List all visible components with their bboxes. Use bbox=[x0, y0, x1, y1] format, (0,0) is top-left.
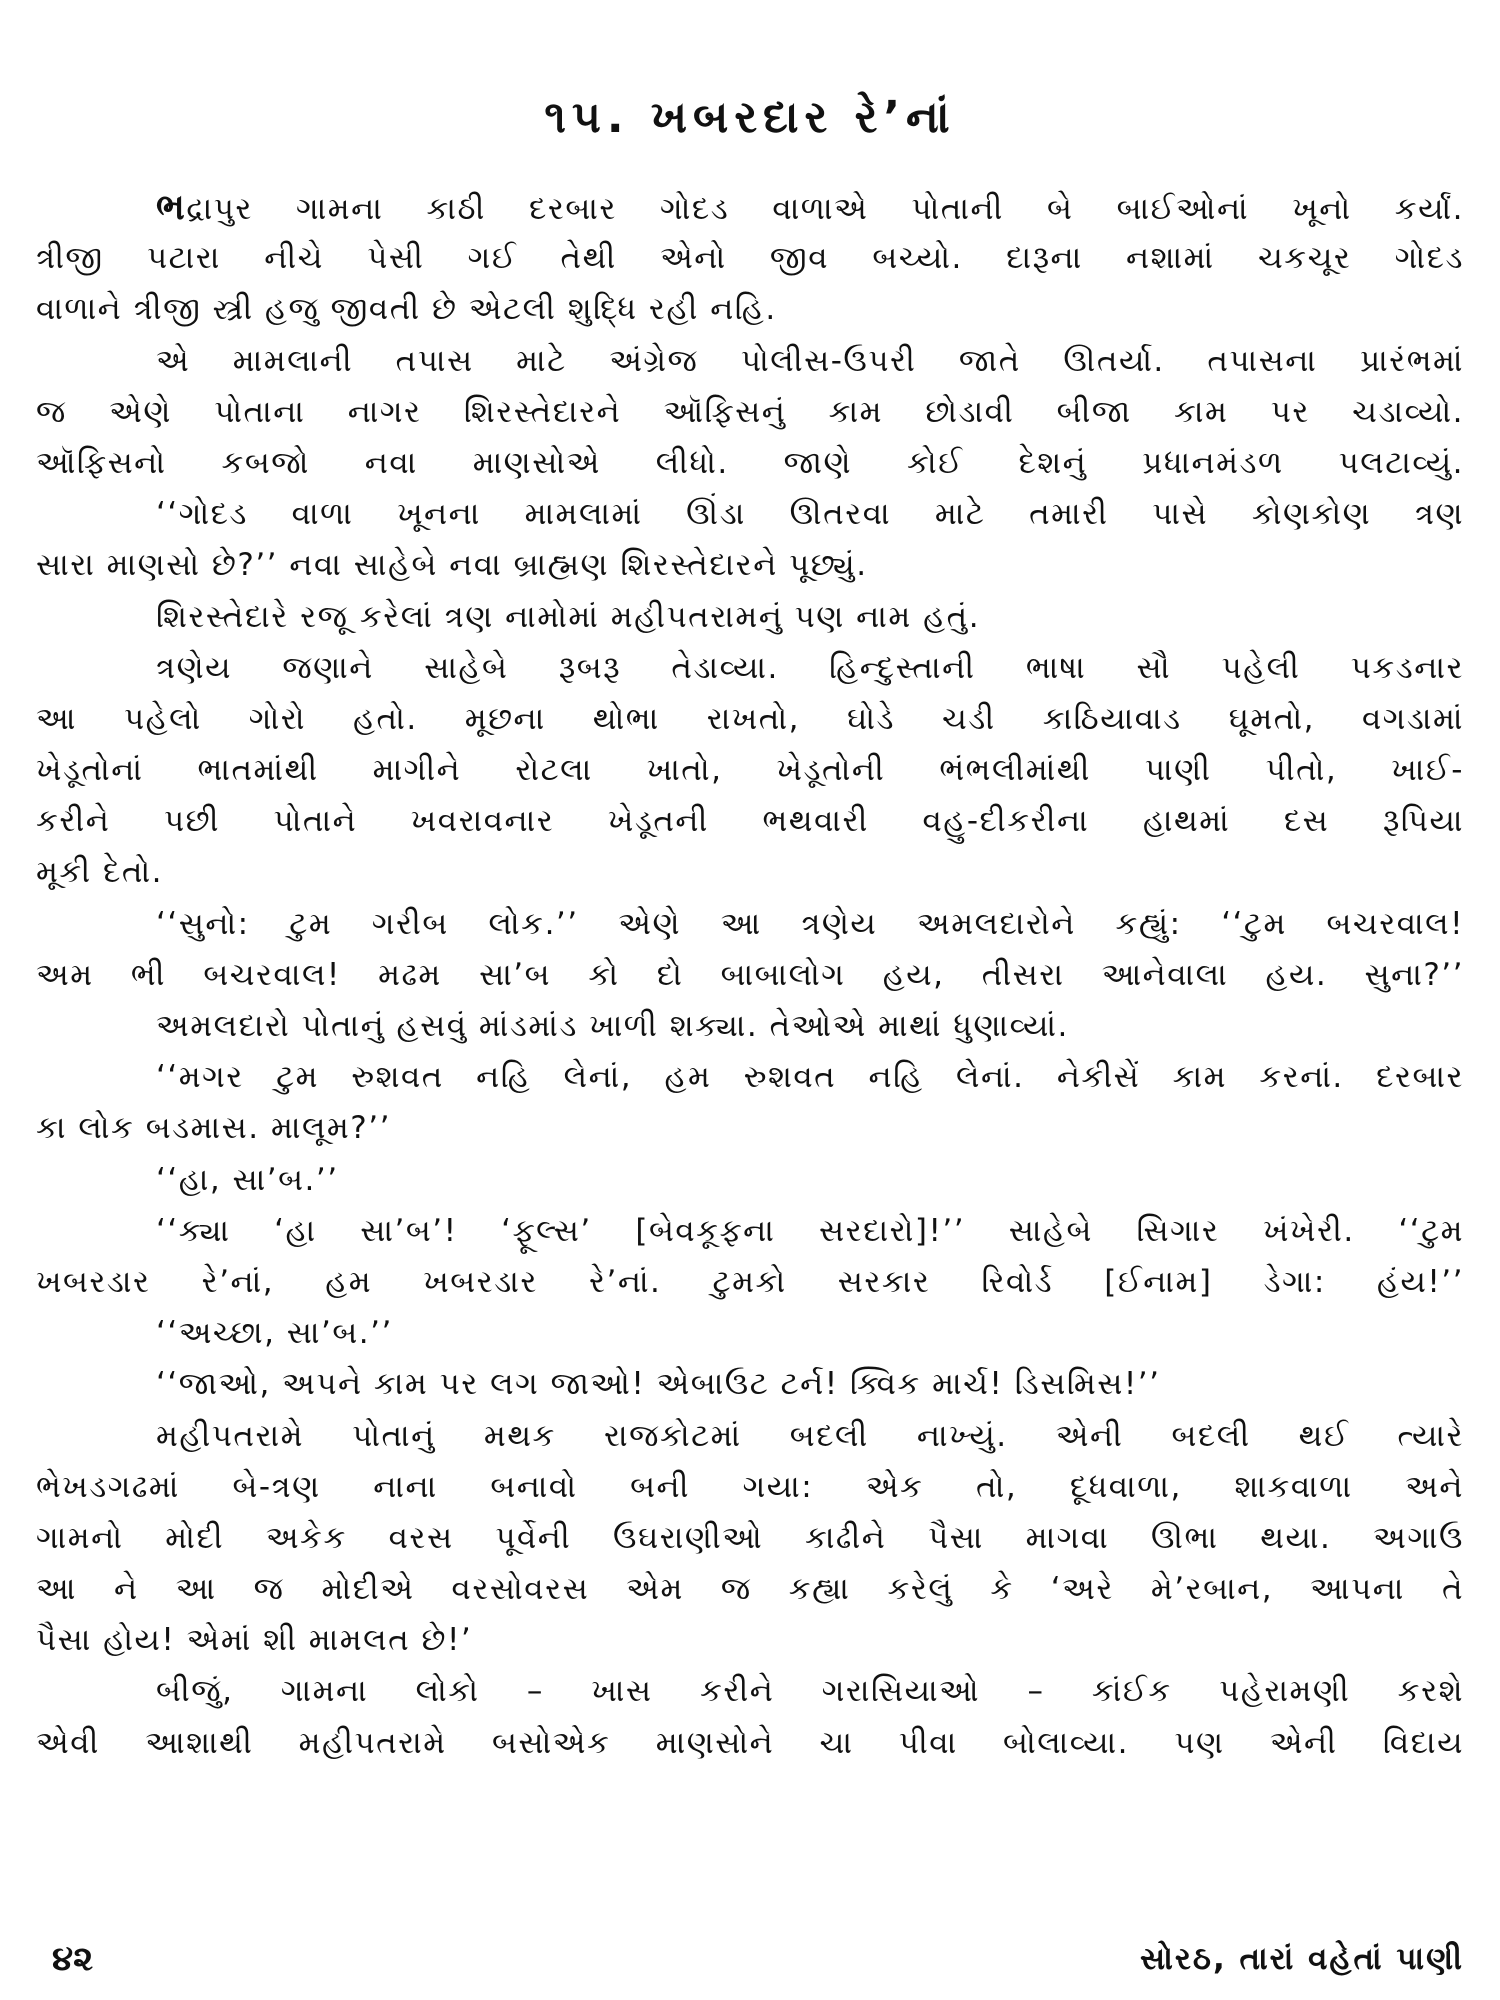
text-line: ખેડૂતોનાં ભાતમાંથી માગીને રોટલા ખાતો, ખેડૂતોની ભંભલીમાંથી પાણી પીતો, ખાઈ- bbox=[36, 752, 1464, 789]
text-line: ઑફિસનો કબજો નવા માણસોએ લીધો. જાણે કોઈ દેશનું પ્રધાનમંડળ પલટાવ્યું. bbox=[36, 444, 1464, 481]
text-line: ભેખડગઢમાં બે-ત્રણ નાના બનાવો બની ગયા: એક તો, દૂધવાળા, શાકવાળા અને bbox=[36, 1468, 1464, 1505]
text-line: કા લોક બડમાસ. માલૂમ?’’ bbox=[36, 1110, 391, 1147]
text-line: ત્રણેય જણાને સાહેબે રૂબરૂ તેડાવ્યા. હિન્દુસ્તાની ભાષા સૌ પહેલી પકડનાર bbox=[156, 649, 1464, 686]
text-line: મહીપતરામે પોતાનું મથક રાજકોટમાં બદલી નાખ્યું. એની બદલી થઈ ત્યારે bbox=[156, 1417, 1464, 1454]
text-line: અમ ભી બચરવાલ! મઢમ સા’બ કો દો બાબાલોગ હય, તીસરા આનેવાલા હય. સુના?’’ bbox=[36, 956, 1464, 993]
text-line: આ પહેલો ગોરો હતો. મૂછના થોભા રાખતો, ઘોડે ચડી કાઠિયાવાડ ઘૂમતો, વગડામાં bbox=[36, 700, 1464, 737]
text-line: ‘‘અચ્છા, સા’બ.’’ bbox=[156, 1315, 393, 1352]
text-line: ‘‘જાઓ, અપને કામ પર લગ જાઓ! એબાઉટ ટર્ન! ક્વિક માર્ચ! ડિસમિસ!’’ bbox=[156, 1366, 1161, 1403]
drop-initial: ભ bbox=[156, 187, 187, 228]
text-line: સારા માણસો છે?’’ નવા સાહેબે નવા બ્રાહ્મણ શિરસ્તેદારને પૂછ્યું. bbox=[36, 547, 868, 584]
chapter-body bbox=[36, 182, 1464, 1769]
text-line: પૈસા હોય! એમાં શી મામલત છે!’ bbox=[36, 1622, 473, 1659]
chapter-title: ૧૫. ખબરદાર રે’નાં bbox=[544, 92, 956, 143]
text-line: ‘‘સુનો: ટુમ ગરીબ લોક.’’ એણે આ ત્રણેય અમલદારોને કહ્યું: ‘‘ટુમ બચરવાલ! bbox=[156, 905, 1464, 942]
text-line: વાળાને ત્રીજી સ્ત્રી હજુ જીવતી છે એટલી શુદ્ધિ રહી નહિ. bbox=[36, 291, 777, 328]
text-line: ‘‘ગોદડ વાળા ખૂનના મામલામાં ઊંડા ઊતરવા માટે તમારી પાસે કોણકોણ ત્રણ bbox=[156, 496, 1464, 533]
text-line: ગામનો મોદી અકેક વરસ પૂર્વેની ઉઘરાણીઓ કાઢીને પૈસા માગવા ઊભા થયા. અગાઉ bbox=[36, 1519, 1464, 1556]
text-line: કરીને પછી પોતાને ખવરાવનાર ખેડૂતની ભથવારી વહુ-દીકરીના હાથમાં દસ રૂપિયા bbox=[36, 803, 1464, 840]
text-line: ‘‘હા, સા’બ.’’ bbox=[156, 1161, 339, 1198]
text-line: એવી આશાથી મહીપતરામે બસોએક માણસોને ચા પીવા બોલાવ્યા. પણ એની વિદાય bbox=[36, 1724, 1464, 1761]
text-line: જ એણે પોતાના નાગર શિરસ્તેદારને ઑફિસનું કામ છોડાવી બીજા કામ પર ચડાવ્યો. bbox=[36, 393, 1464, 430]
text-line: એ મામલાની તપાસ માટે અંગ્રેજ પોલીસ-ઉપરી જાતે ઊતર્યા. તપાસના પ્રારંભમાં bbox=[156, 342, 1464, 379]
text-line: ‘‘મગર ટુમ રુશવત નહિ લેનાં, હમ રુશવત નહિ લેનાં. નેકીસેં કામ કરનાં. દરબાર bbox=[156, 1059, 1464, 1096]
running-footer-book-title: સોરઠ, તારાં વહેતાં પાણી bbox=[1140, 1941, 1464, 1977]
text-line bbox=[36, 182, 1464, 233]
text-line: શિરસ્તેદારે રજૂ કરેલાં ત્રણ નામોમાં મહીપતરામનું પણ નામ હતું. bbox=[156, 598, 981, 635]
text-line: ખબરડાર રે’નાં, હમ ખબરડાર રે’નાં. ટુમકો સરકાર રિવોર્ડ [ઈનામ] ડેગા: હંય!’’ bbox=[36, 1263, 1464, 1300]
text-line: ત્રીજી પટારા નીચે પેસી ગઈ તેથી એનો જીવ બચ્યો. દારૂના નશામાં ચકચૂર ગોદડ bbox=[36, 240, 1464, 277]
text-line: બીજું, ગામના લોકો – ખાસ કરીને ગરાસિયાઓ – કાંઈક પહેરામણી કરશે bbox=[156, 1673, 1464, 1710]
text-line: અમલદારો પોતાનું હસવું માંડમાંડ ખાળી શક્યા. તેઓએ માથાં ધુણાવ્યાં. bbox=[156, 1008, 1069, 1044]
text-line: મૂકી દેતો. bbox=[36, 854, 163, 891]
text-line-content: દ્રાપુર ગામના કાઠી દરબાર ગોદડ વાળાએ પોતાની બે બાઈઓનાં ખૂનો કર્યાં. bbox=[186, 191, 1464, 227]
page-number: ૪૨ bbox=[52, 1939, 94, 1979]
text-line: ‘‘ક્યા ‘હા સા’બ’! ‘ફૂલ્સ’ [બેવકૂફના સરદારો]!’’ સાહેબે સિગાર ખંખેરી. ‘‘ટુમ bbox=[156, 1212, 1464, 1249]
text-line: આ ને આ જ મોદીએ વરસોવરસ એમ જ કહ્યા કરેલું કે ‘અરે મે’રબાન, આપના તે bbox=[36, 1571, 1464, 1608]
